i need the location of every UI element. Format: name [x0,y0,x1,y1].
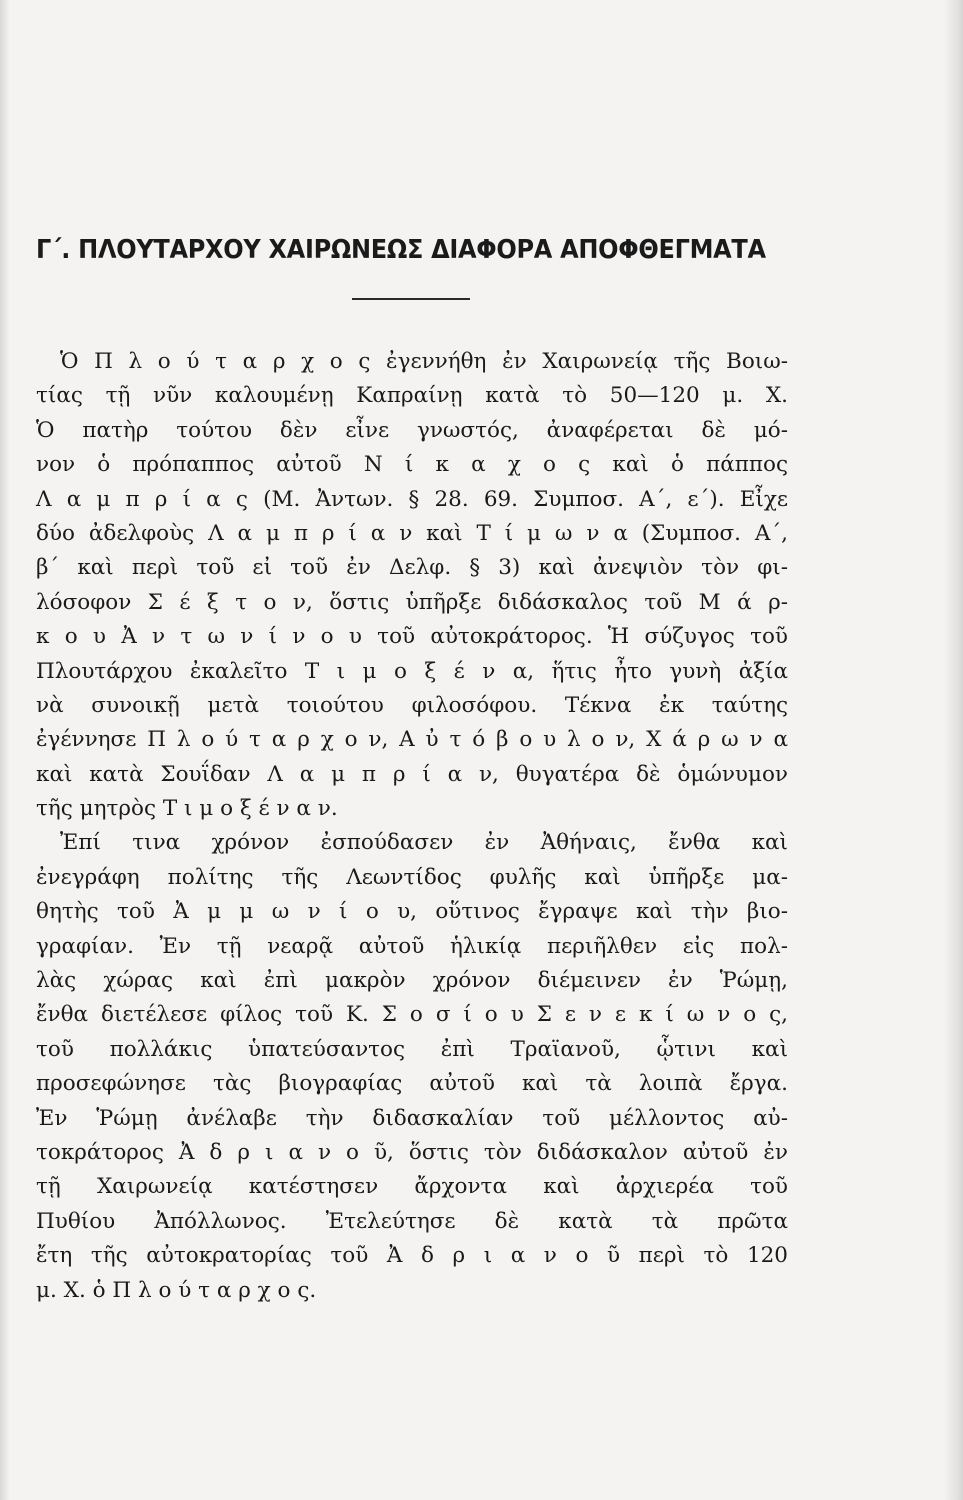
paragraph-1 [36,345,788,826]
text-line: λὰς χώρας καὶ ἐπὶ μακρὸν χρόνον διέμεινεν ἐν Ῥώμῃ, [36,968,788,994]
text-line: Λ α μ π ρ ί α ς (Μ. Ἀντων. § 28. 69. Συμποσ. Α΄, ε΄). Εἶχε [36,486,788,512]
text-line: δύο ἀδελφοὺς Λ α μ π ρ ί α ν καὶ Τ ί μ ω ν α (Συμποσ. Α΄, [36,520,788,546]
text-line: καὶ κατὰ Σουΐδαν Λ α μ π ρ ί α ν, θυγατέρα δὲ ὁμώνυμον [36,761,788,787]
text-line: κ ο υ Ἀ ν τ ω ν ί ν ο υ τοῦ αὐτοκράτορος. Ἡ σύζυγος τοῦ [36,624,788,650]
text-line: ἔνθα διετέλεσε φίλος τοῦ Κ. Σ ο σ ί ο υ Σ ε ν ε κ ί ω ν ο ς, [36,1002,788,1028]
page-edge-left [0,0,10,1500]
text-line: ἐγέννησε Π λ ο ύ τ α ρ χ ο ν, Α ὐ τ ό β ο υ λ ο ν, Χ ά ρ ω ν α [36,727,788,753]
text-line: Ὁ Π λ ο ύ τ α ρ χ ο ς ἐγεννήθη ἐν Χαιρωνείᾳ τῆς Βοιω- [60,349,788,374]
text-line: τοκράτορος Ἀ δ ρ ι α ν ο ῦ, ὅστις τὸν διδάσκαλον αὐτοῦ ἐν [36,1139,788,1165]
text-line: τοῦ πολλάκις ὑπατεύσαντος ἐπὶ Τραϊανοῦ, ᾧτινι καὶ [36,1036,788,1062]
text-line: προσεφώνησε τὰς βιογραφίας αὐτοῦ καὶ τὰ λοιπὰ ἔργα. [36,1071,788,1097]
text-line: μ. Χ. ὁ Π λ ο ύ τ α ρ χ ο ς. [36,1277,317,1303]
text-line: νὰ συνοικῇ μετὰ τοιούτου φιλοσόφου. Τέκνα ἐκ ταύτης [36,692,788,718]
text-line: Ἐν Ῥώμῃ ἀνέλαβε τὴν διδασκαλίαν τοῦ μέλλοντος αὐ- [36,1105,788,1131]
heading-rule [352,298,470,300]
text-line: λόσοφον Σ έ ξ τ ο ν, ὅστις ὑπῆρξε διδάσκαλος τοῦ Μ ά ρ- [36,589,788,615]
body-text [36,345,788,1308]
text-line: β΄ καὶ περὶ τοῦ εἰ τοῦ ἐν Δελφ. § 3) καὶ ἀνεψιὸν τὸν φι- [36,555,788,581]
text-line: Πυθίου Ἀπόλλωνος. Ἐτελεύτησε δὲ κατὰ τὰ πρῶτα [36,1208,788,1234]
text-line: τῇ Χαιρωνείᾳ κατέστησεν ἄρχοντα καὶ ἀρχιερέα τοῦ [36,1174,788,1200]
paragraph-2 [36,826,788,1307]
page-edge-right [945,0,963,1500]
text-line: θητὴς τοῦ Ἀ μ μ ω ν ί ο υ, οὕτινος ἔγραψε καὶ τὴν βιο- [36,899,788,925]
text-line: νον ὁ πρόπαππος αὐτοῦ Ν ί κ α χ ο ς καὶ ὁ πάππος [36,452,788,478]
text-line: Ὁ πατὴρ τούτου δὲν εἶνε γνωστός, ἀναφέρεται δὲ μό- [36,417,788,443]
text-line: τίας τῇ νῦν καλουμένῃ Καπραίνῃ κατὰ τὸ 50—120 μ. Χ. [36,383,788,409]
text-line: ἔτη τῆς αὐτοκρατορίας τοῦ Ἀ δ ρ ι α ν ο ῦ περὶ τὸ 120 [36,1243,788,1269]
text-line: Πλουτάρχου ἐκαλεῖτο Τ ι μ ο ξ έ ν α, ἥτις ἦτο γυνὴ ἀξία [36,658,788,684]
text-line: ἐνεγράφη πολίτης τῆς Λεωντίδος φυλῆς καὶ ὑπῆρξε μα- [36,864,788,890]
chapter-heading: Γ΄. ΠΛΟΥΤΑΡΧΟΥ ΧΑΙΡΩΝΕΩΣ ΔΙΑΦΟΡΑ ΑΠΟΦΘΕΓΜΑΤΑ [36,234,766,265]
text-line: Ἐπί τινα χρόνον ἐσπούδασεν ἐν Ἀθήναις, ἔνθα καὶ [60,830,788,856]
text-line: γραφίαν. Ἐν τῇ νεαρᾷ αὐτοῦ ἡλικίᾳ περιῆλθεν εἰς πολ- [36,933,788,959]
text-line: τῆς μητρὸς Τ ι μ ο ξ έ ν α ν. [36,796,338,822]
